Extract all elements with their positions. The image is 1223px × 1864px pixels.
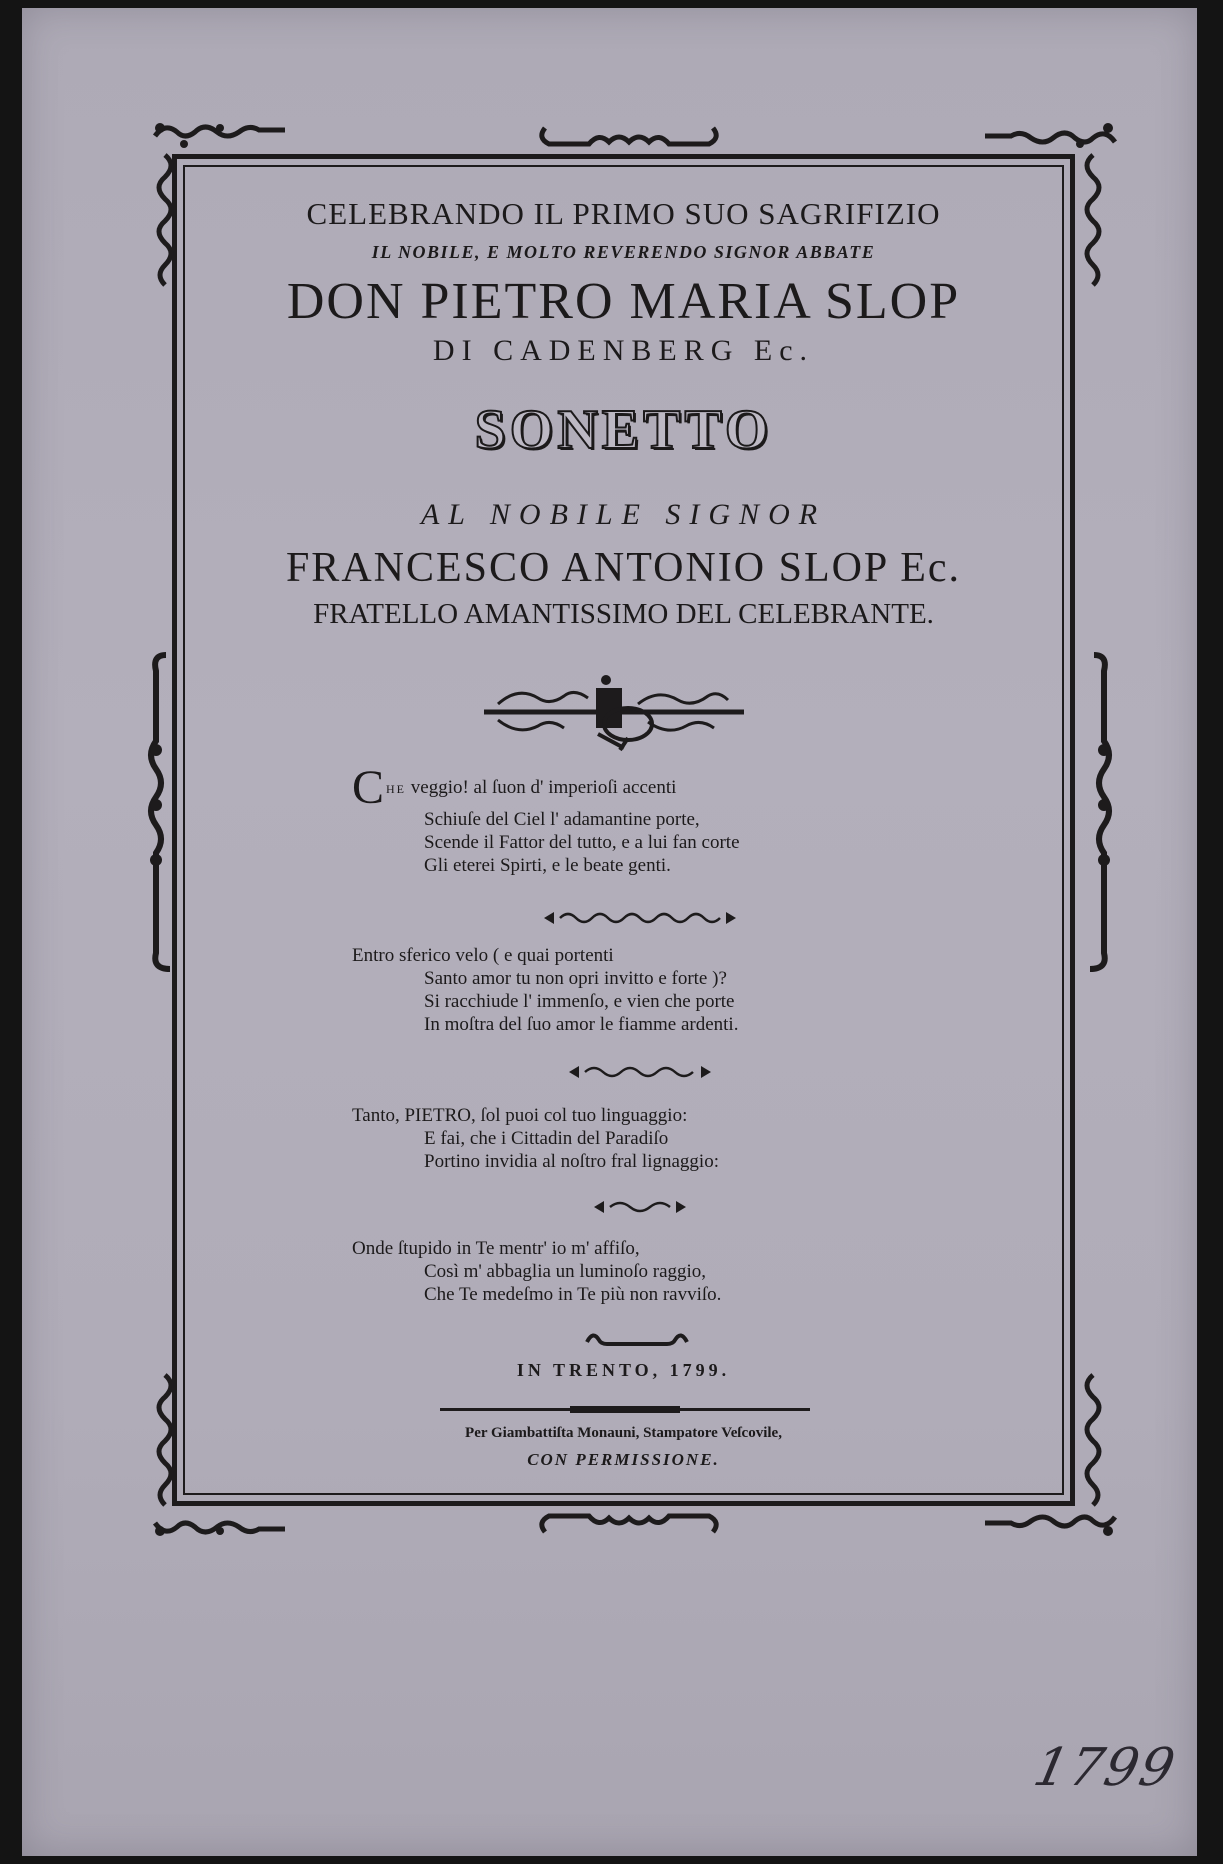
place-date: IN TRENTO, 1799. — [516, 1360, 731, 1380]
poem-line: Onde ſtupido in Te mentr' io m' affiſo, — [352, 1238, 640, 1259]
permission-line: CON PERMISSIONE. — [527, 1450, 720, 1469]
poem-line: Santo amor tu non opri invitto e forte )? — [424, 968, 727, 989]
ornament-left-top — [150, 150, 180, 290]
poem-line: Portino invidia al noſtro fral lignaggio: — [424, 1151, 719, 1172]
ornament-right-top — [1078, 150, 1108, 290]
header-line-cadenberg: DI CADENBERG Ec. — [432, 334, 815, 367]
header-line-don-pietro: DON PIETRO MARIA SLOP — [286, 273, 961, 330]
poem-line: Si racchiude l' immenſo, e vien che porte — [424, 991, 735, 1012]
header-line-fratello: FRATELLO AMANTISSIMO DEL CELEBRANTE. — [313, 598, 934, 630]
header-line-celebrando: CELEBRANDO IL PRIMO SUO SAGRIFIZIO — [306, 196, 941, 231]
stanza-separator — [590, 1199, 690, 1215]
ornament-top-left — [150, 118, 290, 154]
drop-cap-continuation: HE — [386, 782, 407, 796]
ornament-top-center — [535, 120, 735, 150]
poem-line: Così m' abbaglia un luminoſo raggio, — [424, 1261, 707, 1282]
header-line-sonetto: SONETTO — [474, 399, 773, 461]
poem-stanza-3 — [352, 1104, 719, 1173]
header-line-nobile: IL NOBILE, E MOLTO REVERENDO SIGNOR ABBATE — [371, 242, 876, 262]
poem-stanza-1 — [352, 761, 740, 877]
vignette-ornament — [478, 674, 750, 754]
stanza-separator — [565, 1064, 715, 1080]
poem-line — [352, 761, 740, 814]
poem-line-text: veggio! al ſuon d' imperioſi accenti — [406, 777, 677, 798]
poem-line: Tanto, PIETRO, ſol puoi col tuo linguaggio: — [352, 1105, 688, 1126]
ornament-left-middle — [146, 650, 180, 990]
ornament-bottom-center — [535, 1508, 735, 1540]
handwritten-year: 1799 — [1028, 1738, 1182, 1798]
ornament-right-bottom — [1078, 1370, 1108, 1510]
footer-rule-center — [570, 1406, 680, 1413]
drop-cap: C — [352, 761, 385, 814]
closing-flourish — [583, 1328, 693, 1348]
stanza-separator — [540, 910, 740, 926]
header-line-al-nobile: AL NOBILE SIGNOR — [420, 498, 827, 531]
ornament-right-middle — [1080, 650, 1114, 990]
poem-line: E fai, che i Cittadin del Paradiſo — [424, 1128, 669, 1149]
header-line-francesco: FRANCESCO ANTONIO SLOP Ec. — [285, 545, 962, 591]
ornament-top-right — [980, 118, 1120, 154]
poem-line: Gli eterei Spirti, e le beate genti. — [424, 855, 671, 876]
poem-line: Che Te medeſmo in Te più non ravviſo. — [424, 1284, 722, 1305]
poem-line: Entro sferico velo ( e quai portenti — [352, 945, 614, 966]
poem-stanza-2 — [352, 944, 738, 1036]
poem-stanza-4 — [352, 1237, 721, 1306]
printer-line: Per Giambattiſta Monauni, Stampatore Veſcovile, — [465, 1425, 782, 1441]
poem-line: Scende il Fattor del tutto, e a lui fan corte — [424, 832, 740, 853]
ornament-bottom-left — [150, 1505, 290, 1541]
ornament-bottom-right — [980, 1505, 1120, 1541]
poem-line: In moſtra del ſuo amor le fiamme ardenti. — [424, 1014, 739, 1035]
poem-line: Schiuſe del Ciel l' adamantine porte, — [424, 809, 700, 830]
ornament-left-bottom — [150, 1370, 180, 1510]
